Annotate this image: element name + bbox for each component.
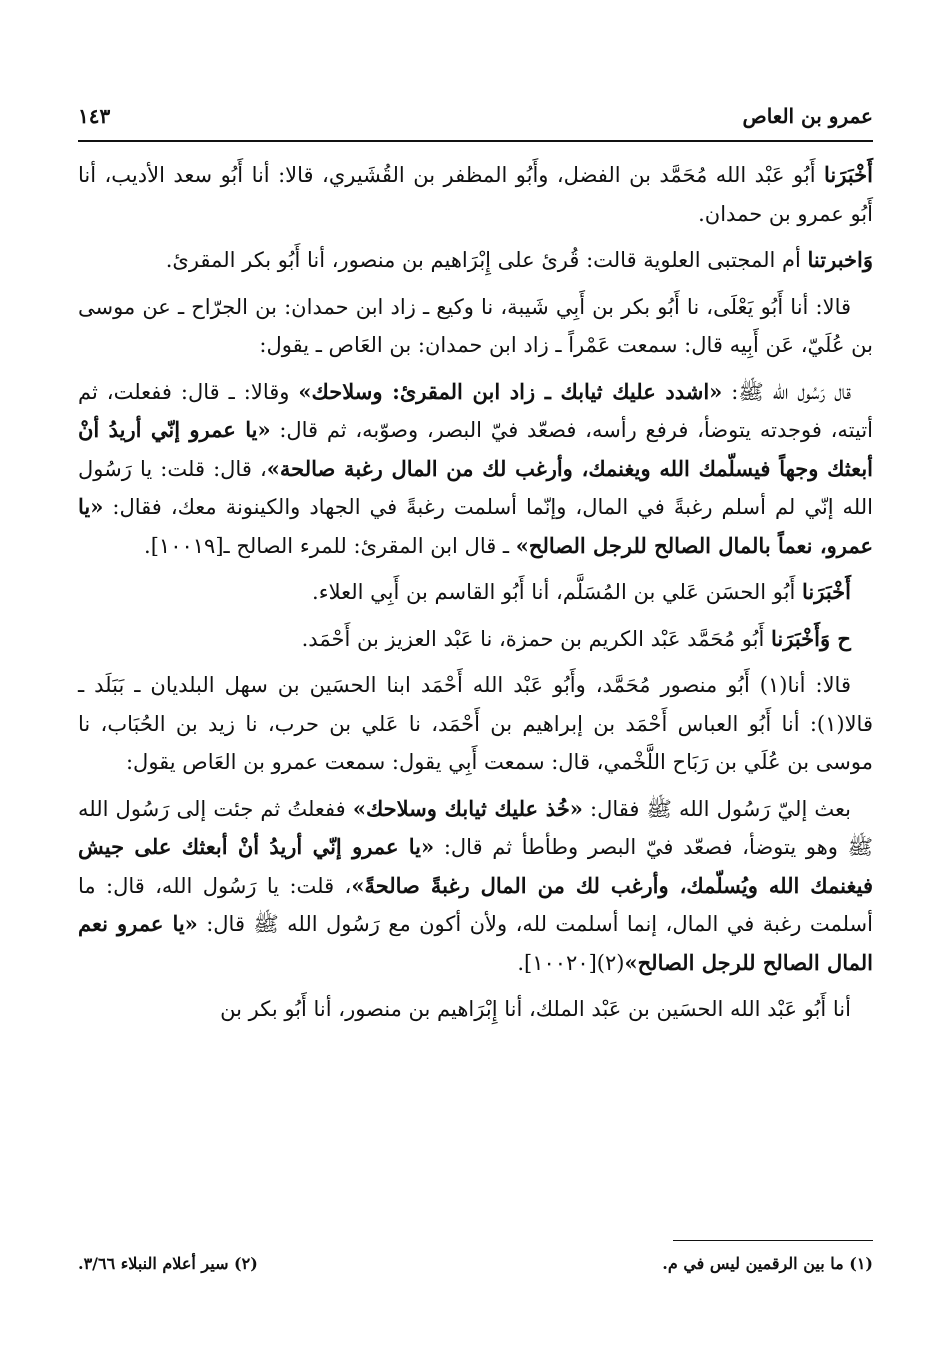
running-header [78, 98, 873, 134]
hadith-quote: «يا عمرو إنّي أريدُ أنْ أبعثك على جيش فيغنمك الله ويُسلّمك، وأرغب لك من المال رغبةً صالحةً» [78, 834, 873, 898]
paragraph-5 [78, 573, 873, 612]
footnote-2 [78, 1254, 258, 1273]
footnote-divider [673, 1240, 873, 1241]
paragraph-text: قالا: أنا أَبُو يَعْلَى، نا أَبُو بكر بن أَبِي شَيبة، نا وكيع ـ زاد ابن حمدان: بن الجرّاح ـ عن موسى بن عُلَيّ، عَن أَبِيه قال: سمعت عَمْراً ـ زاد ابن حمدان: بن العَاص ـ يقول: [78, 294, 873, 357]
paragraph-text: أنا أَبُو عَبْد الله الحسَين بن عَبْد الملك، أنا إِبْرَاهيم بن منصور، أنا أَبُو بكر بن [220, 997, 851, 1021]
footnote-text: سير أعلام النبلاء ٣/٦٦. [78, 1254, 229, 1273]
page-number: ١٤٣ [78, 104, 111, 128]
hadith-quote: «يا عمرو نعم المال الصالح للرجل الصالح» [78, 911, 873, 975]
paragraph-3 [78, 288, 873, 365]
paragraph-9 [78, 990, 873, 1029]
narration-lead: ح وَأَخْبَرَنا [771, 625, 851, 651]
chapter-title: عمرو بن العاص [742, 104, 873, 128]
hadith-quote: «يا عمرو إنّي أريدُ أنْ أبعثك وجهاً فيسلّمك الله ويغنمك، وأرغب لك من المال رغبة صالحة» [78, 417, 873, 481]
paragraph-6 [78, 620, 873, 659]
hadith-quote: «خُذ عليك ثيابك وسلاحك» [352, 795, 583, 821]
paragraph-text: ففعلتُ ثم جئت إلى رَسُول الله ﷺ وهو يتوضأ، فصعّد فيّ البصر وطأطأ ثم قال: [78, 796, 873, 859]
book-page [78, 92, 873, 1302]
paragraph-text: ـ قال ابن المقرئ: للمرء الصالح ـ[١٠٠١٩]. [144, 533, 516, 558]
paragraph-1 [78, 156, 873, 233]
paragraph-text: ، قال: قلت: يا رَسُول الله إنّي لم أسلم رغبةً في المال، وإنّما أسلمت رغبةً في الجهاد والكينونة معك، فقال: [78, 456, 873, 519]
footnote-mark: (١) [849, 1254, 873, 1273]
narration-lead: وَاخبرتنا [807, 247, 873, 272]
footnote-1 [662, 1254, 873, 1273]
paragraph-text: أَبُو الحسَن عَلي بن المُسَلَّم، أنا أَبُو القاسم بن أَبِي العلاء. [312, 580, 803, 604]
paragraph-text: بعث إليّ رَسُول الله ﷺ فقال: [582, 796, 852, 821]
footnotes [78, 1254, 873, 1273]
paragraph-text: ، قلت: يا رَسُول الله، قال: ما أسلمت رغبة في المال، إنما أسلمت لله، ولأن أكون مع رَسُول الله ﷺ قال: [78, 873, 873, 936]
paragraph-text: أَبُو عَبْد الله مُحَمَّد بن الفضل، وأَبُو المظفر بن القُشَيري، قالا: أنا أَبُو سعد الأديب، أنا أَبُو عمرو بن حمدان. [78, 163, 873, 226]
paragraph-text: قال رَسُول الله ﷺ: [722, 379, 851, 404]
header-divider [78, 140, 873, 142]
paragraph-text: أم المجتبى العلوية قالت: قُرئ على إِبْرَاهيم بن منصور، أنا أَبُو بكر المقرئ. [165, 248, 808, 272]
paragraph-8 [78, 790, 873, 983]
paragraph-text: قالا: أنا(١) أَبُو منصور مُحَمَّد، وأَبُو عَبْد الله أَحْمَد ابنا الحسَين بن سهل البلديان ـ بَبَلَد ـ قالا(١): أنا أَبُو العباس أَحْمَد بن إبراهيم بن أَحْمَد، نا عَلي بن حرب، نا زيد بن الحُبَاب، نا موسى بن عُلَي بن رَبَاح اللَّخْمي، قال: سمعت أَبِي يقول: سمعت عمرو بن العَاص يقول: [78, 673, 873, 774]
paragraph-2 [78, 241, 873, 280]
paragraph-text: (٢)[١٠٠٢٠]. [517, 950, 625, 975]
paragraph-7 [78, 666, 873, 782]
footnote-mark: (٢) [234, 1254, 258, 1273]
narration-lead: أَخْبَرَنا [824, 162, 873, 187]
hadith-quote: «اشدد عليك ثيابك ـ زاد ابن المقرئ: وسلاحك» [298, 378, 723, 404]
main-text [78, 156, 873, 1037]
narration-lead: أَخْبَرَنا [802, 579, 851, 604]
hadith-quote: «يا عمرو، نعماً بالمال الصالح للرجل الصالح» [78, 494, 873, 558]
paragraph-text: وقالا: ـ قال: ففعلت، ثم أتيته، فوجدته يتوضأ، فرفع رأسه، فصعّد فيّ البصر، وصوّبه، ثم قال: [78, 379, 874, 442]
footnote-text: ما بين الرقمين ليس في م. [662, 1254, 844, 1273]
paragraph-4 [78, 373, 873, 566]
paragraph-text: أَبُو مُحَمَّد عَبْد الكريم بن حمزة، نا عَبْد العزيز بن أَحْمَد. [301, 626, 771, 651]
